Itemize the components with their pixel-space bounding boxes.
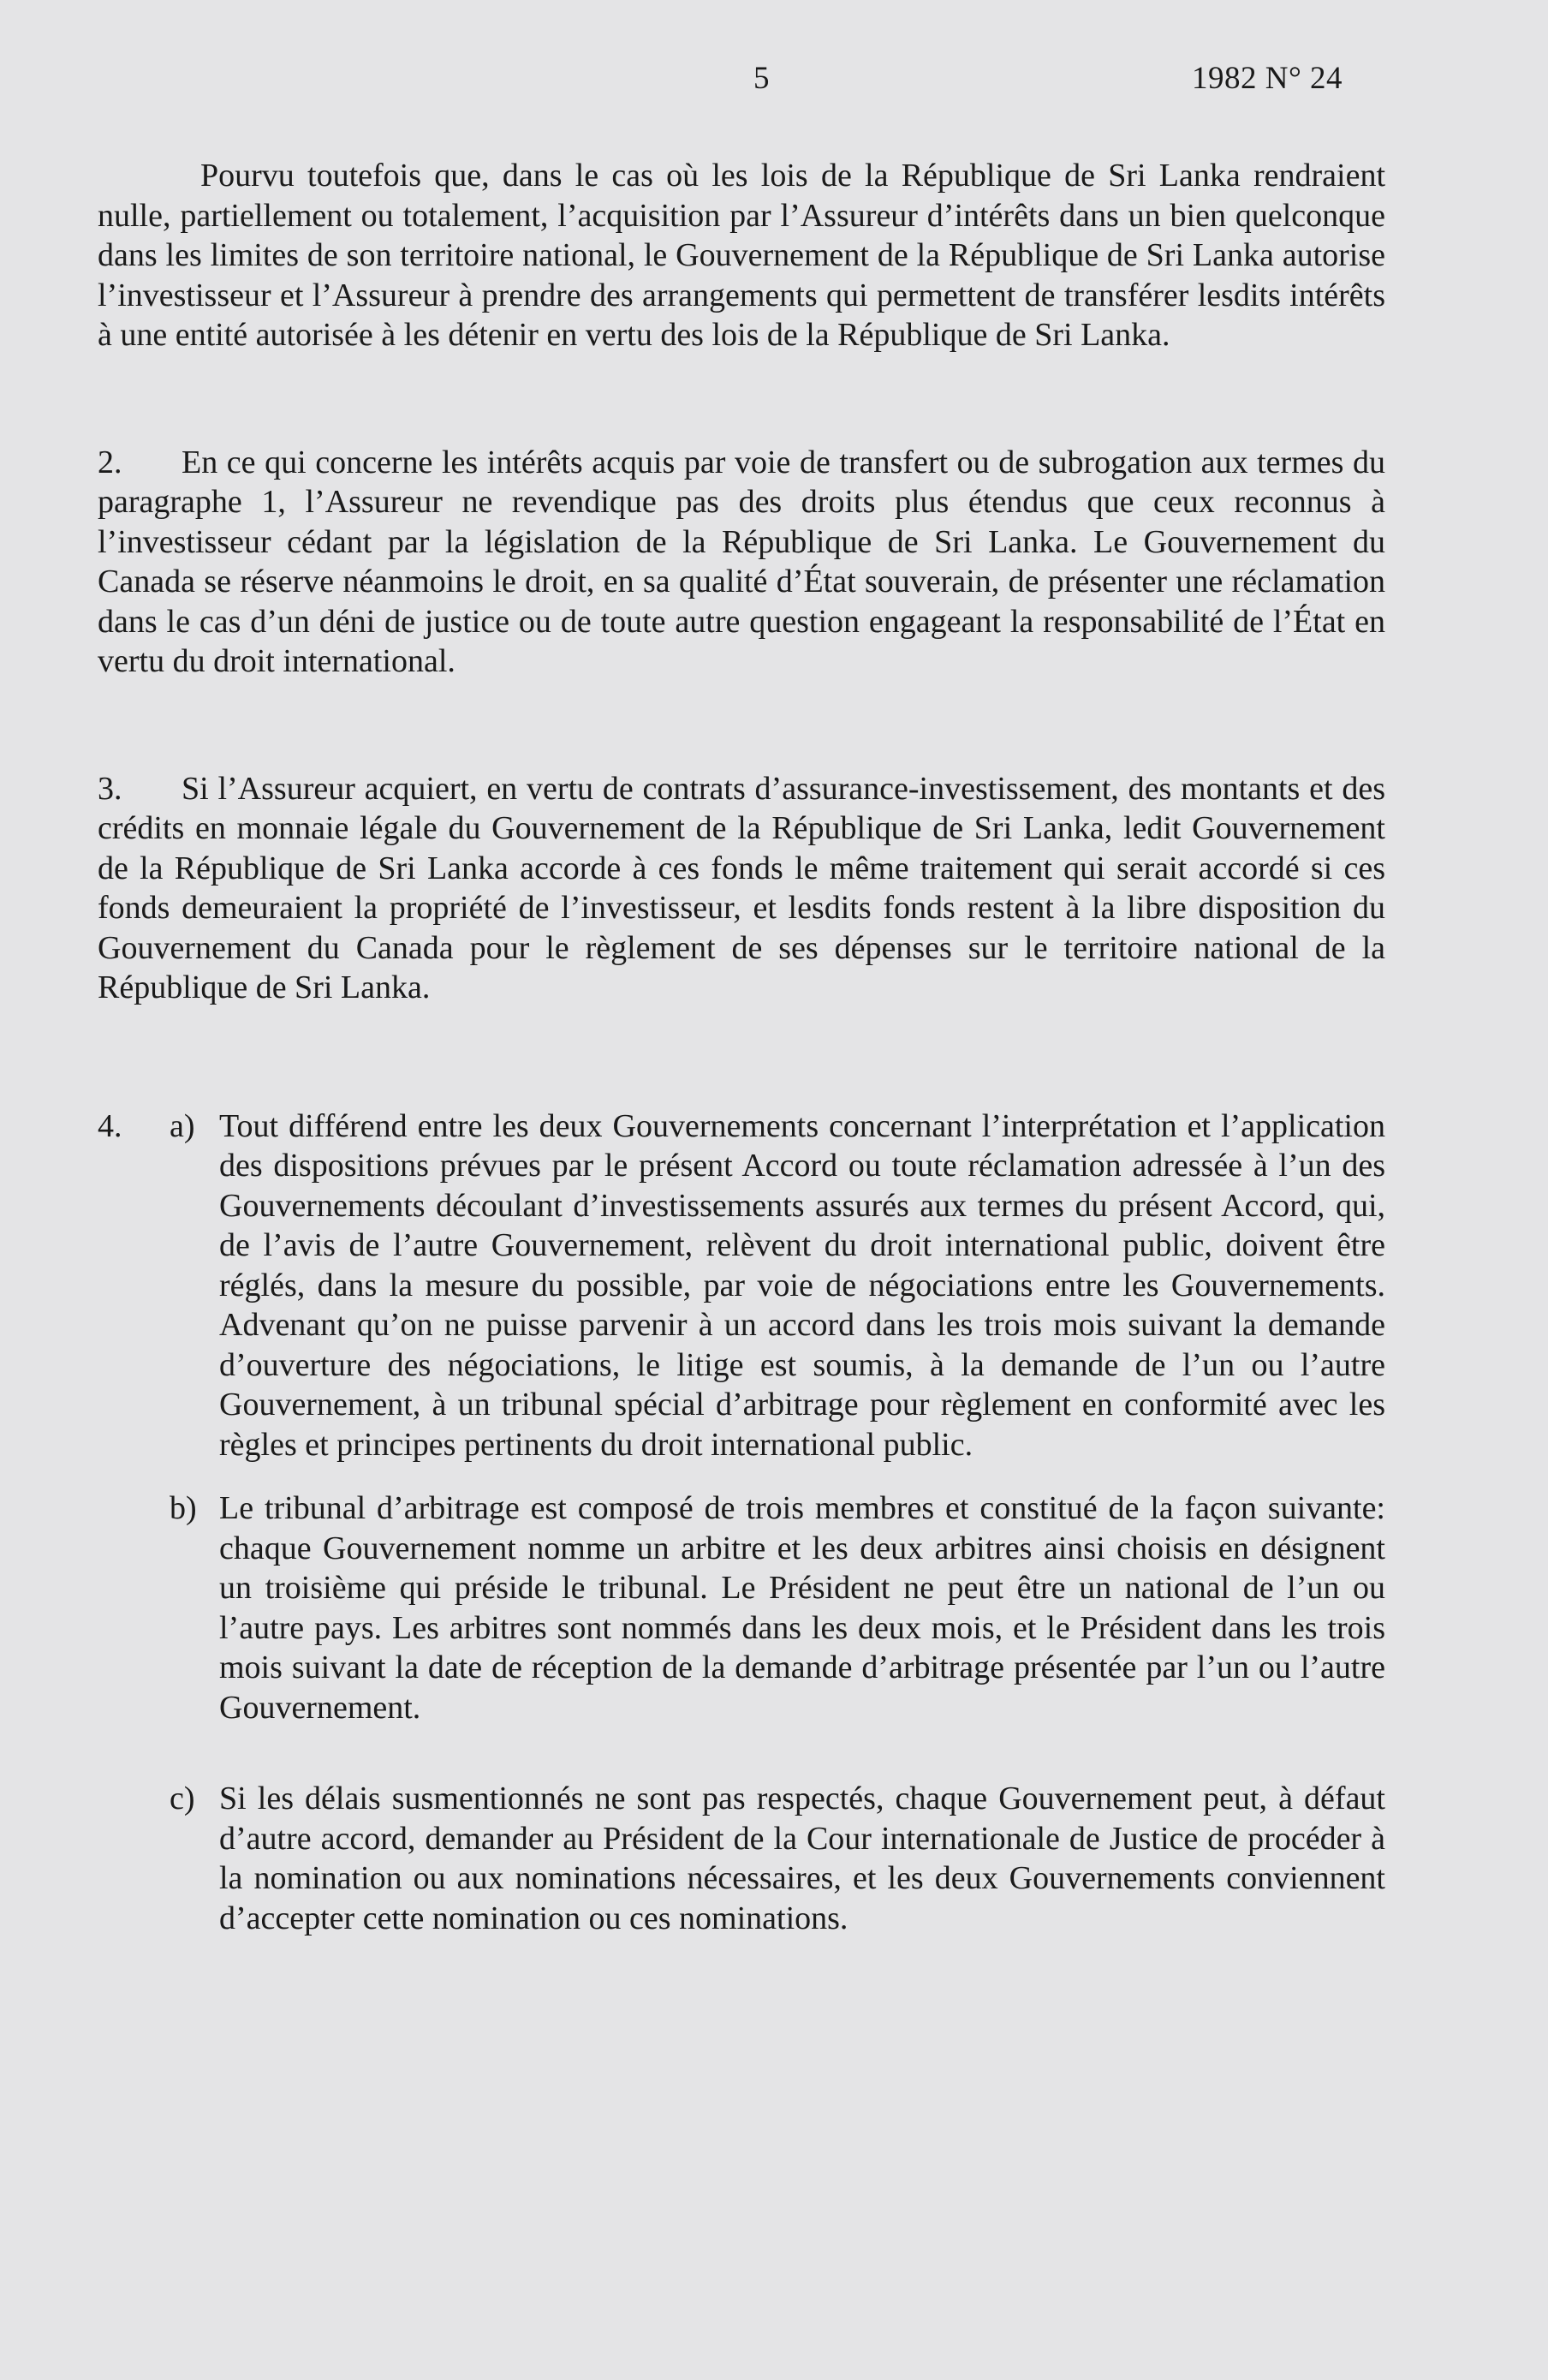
paragraph-text: Si l’Assureur acquiert, en vertu de contrats d’assurance-investissement, des montants et des crédits en monnaie légale du Gouvernement de la République de Sri Lanka, ledit Gouvernement de la République de Sri Lanka accorde à ces fonds le même traitement qui serait accordé si ces fonds demeuraient la propriété de l’investisseur, et lesdits fonds restent à la libre disposition du Gouvernement du Canada pour le règlement de ses dépenses sur le territoire national de la République de Sri Lanka. [98, 770, 1385, 1005]
subitem-a [98, 1106, 1385, 1465]
proviso-paragraph: Pourvu toutefois que, dans le cas où les lois de la République de Sri Lanka rendraient nulle, partiellement ou totalement, l’acquisition par l’Assureur d’intérêts dans un bien quelconque dans les limites de son territoire national, le Gouvernement de la République de Sri Lanka autorise l’investisseur et l’Assureur à prendre des arrangements qui permettent de transférer lesdits intérêts à une entité autorisée à les détenir en vertu des lois de la République de Sri Lanka. [98, 158, 1385, 353]
paragraph-text: En ce qui concerne les intérêts acquis par voie de transfert ou de subrogation aux termes du paragraphe 1, l’Assureur ne revendique pas des droits plus étendus que ceux reconnus à l’investisseur cédant par la législation de la République de Sri Lanka. Le Gouvernement du Canada se réserve néanmoins le droit, en sa qualité d’État souverain, de présenter une réclamation dans le cas d’un déni de justice ou de toute autre question engageant la responsabilité de l’État en vertu du droit international. [98, 444, 1385, 679]
page-number: 5 [753, 61, 770, 96]
subitem-label: b) [170, 1490, 197, 1526]
subitem-text: Le tribunal d’arbitrage est composé de trois membres et constitué de la façon suivante: chaque Gouvernement nomme un arbitre et les deux arbitres ainsi choisis en désignent un troisième qui préside le tribunal. Le Président ne peut être un national de l’un ou l’autre pays. Les arbitres sont nommés dans les deux mois, et le Président dans les trois mois suivant la date de réception de la demande d’arbitrage présentée par l’un ou l’autre Gouvernement. [219, 1490, 1385, 1726]
paragraph-number: 2. [98, 444, 122, 480]
paragraph-2 [98, 443, 1385, 682]
document-reference: 1982 N° 24 [1192, 61, 1343, 96]
paragraph-4 [98, 1106, 1385, 1939]
subitem-c [170, 1779, 1385, 1938]
paragraph-3 [98, 769, 1385, 1008]
subitem-text: Tout différend entre les deux Gouvernements concernant l’interprétation et l’application des dispositions prévues par le présent Accord ou toute réclamation adressée à l’un des Gouvernements découlant d’investissements assurés aux termes du présent Accord, qui, de l’avis de l’autre Gouvernement, relèvent du droit international public, doivent être réglés, dans la mesure du possible, par voie de négociations entre les Gouvernements. Advenant qu’on ne puisse parvenir à un accord dans les trois mois suivant la demande d’ouverture des négociations, le litige est soumis, à la demande de l’un ou l’autre Gouvernement, à un tribunal spécial d’arbitrage pour règlement en conformité avec les règles et principes pertinents du droit international public. [219, 1107, 1385, 1463]
subitem-b [170, 1488, 1385, 1727]
paragraph-number: 4. [98, 1107, 122, 1144]
subitem-label: a) [170, 1107, 195, 1144]
running-header [0, 60, 1548, 111]
document-body [98, 156, 1385, 1938]
subitem-text: Si les délais susmentionnés ne sont pas respectés, chaque Gouvernement peut, à défaut d’autre accord, demander au Président de la Cour internationale de Justice de procéder à la nomination ou aux nominations nécessaires, et les deux Gouvernements conviennent d’accepter cette nomination ou ces nominations. [219, 1781, 1385, 1936]
paragraph-number: 3. [98, 770, 122, 807]
subitem-label: c) [170, 1781, 195, 1816]
